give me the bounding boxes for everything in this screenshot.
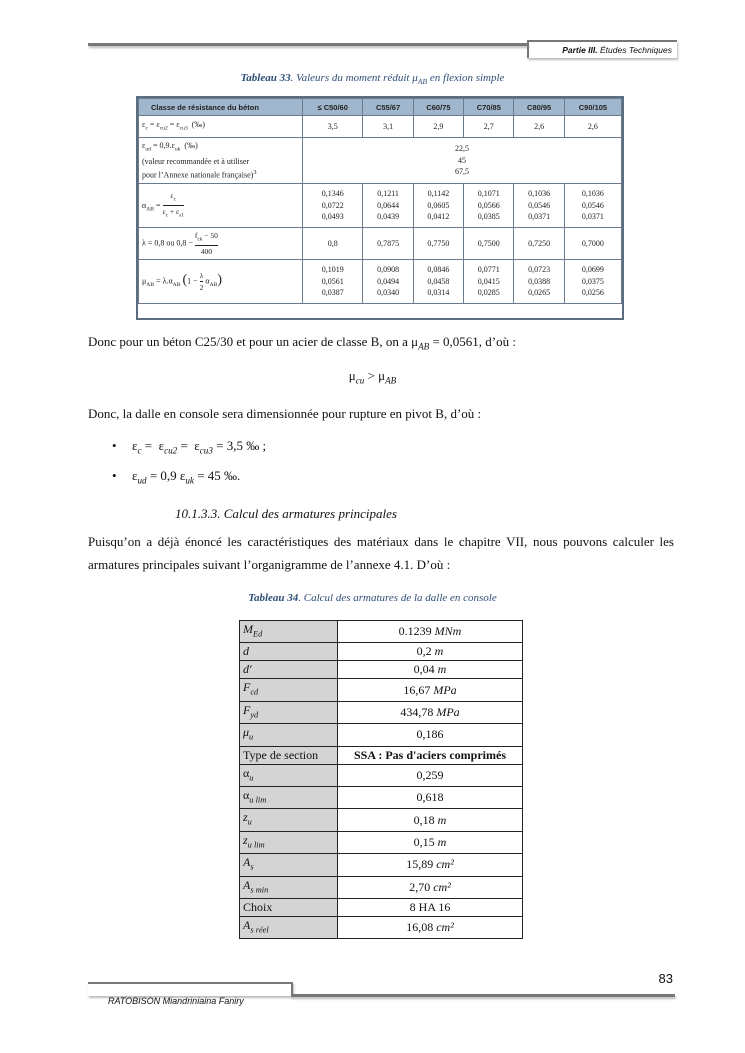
table34-value: 2,70 cm² — [338, 876, 523, 898]
table33-cell: 0,8 — [303, 228, 363, 260]
table34-value: 0,04 m — [338, 661, 523, 679]
table33-row-label: $\varepsilon_c = \varepsilon_{cu2} = \varepsilon_{cu3}$ (‰) — [139, 116, 303, 138]
table34-key: d′ — [240, 661, 338, 679]
table34-row — [240, 786, 523, 808]
table34-value: 0,18 m — [338, 809, 523, 831]
paragraph-2: Donc, la dalle en console sera dimensionnée pour rupture en pivot B, d’où : — [88, 406, 482, 421]
bullet-dot-icon: • — [112, 468, 117, 483]
table34-value: 0,259 — [338, 764, 523, 786]
table33-row-label: $\alpha_{AB}$ = $\frac{\varepsilon_c}{\varepsilon_c + \varepsilon_{s1}}$ — [139, 184, 303, 228]
table33-header-cell: C70/85 — [464, 99, 514, 116]
table34-row — [240, 661, 523, 679]
table33-cell: 0,0908 0,0494 0,0340 — [363, 260, 413, 304]
table33-cell: 2,9 — [413, 116, 463, 138]
table34-value: 0,618 — [338, 786, 523, 808]
table34-row — [240, 831, 523, 853]
table33-header-cell: Classe de résistance du béton — [139, 99, 303, 116]
header-title: Études Techniques — [600, 45, 672, 55]
table33-cell: 0,7875 — [363, 228, 413, 260]
table34-value: 16,08 cm² — [338, 916, 523, 938]
table33-row — [139, 138, 622, 184]
table33-cell: 0,1071 0,0566 0,0385 — [464, 184, 514, 228]
paragraph-1: Donc pour un béton C25/30 et pour un acier de classe B, on a $\mu_{AB} = 0,0561$, d’où : — [88, 334, 516, 352]
table33-cell: 3,1 — [363, 116, 413, 138]
table33-row-label: $\mu_{AB} = \lambda.\alpha_{AB}$ (1 − $\frac{\lambda}{2}$ $\alpha_{AB}$) — [139, 260, 303, 304]
table34-value: SSA : Pas d'aciers comprimés — [338, 746, 523, 764]
table33-cell: 2,6 — [514, 116, 564, 138]
table33-row-label: λ = 0,8 ou 0,8 − $f_{ck} - 50$ 400 — [139, 228, 303, 260]
table34-row — [240, 724, 523, 746]
table33-cell: 0,0699 0,0375 0,0256 — [564, 260, 621, 304]
table34-value: 15,89 cm² — [338, 854, 523, 876]
table34-key: $\alpha_u$ — [240, 764, 338, 786]
table33-cell: 2,7 — [464, 116, 514, 138]
header-rule — [88, 43, 528, 46]
table33-cell: 0,7500 — [464, 228, 514, 260]
table34-row — [240, 764, 523, 786]
header-part: Partie III. — [562, 45, 598, 55]
table33-merged-value: 22,5 — [455, 144, 469, 154]
table33-cell: 0,7750 — [413, 228, 463, 260]
table33-cell: 3,5 — [303, 116, 363, 138]
table33-header-cell: C80/95 — [514, 99, 564, 116]
running-header — [562, 45, 672, 55]
table34-value: 0,15 m — [338, 831, 523, 853]
table34-key: Type de section — [240, 746, 338, 764]
table34-row — [240, 746, 523, 764]
table34-value: 0,2 m — [338, 643, 523, 661]
table34-row — [240, 679, 523, 701]
table33-caption — [0, 72, 745, 86]
table33-cell: 0,1036 0,0546 0,0371 — [564, 184, 621, 228]
table34-row — [240, 854, 523, 876]
table34-key: $\mu_u$ — [240, 724, 338, 746]
table34-value: 16,67 MPa — [338, 679, 523, 701]
table34 — [239, 620, 523, 939]
table34-key: $\alpha_{u lim}$ — [240, 786, 338, 808]
table33-cell: 0,0723 0,0388 0,0265 — [514, 260, 564, 304]
table33 — [138, 98, 622, 304]
table33-caption-text: . Valeurs du moment réduit $\mu_{AB}$ en flexion simple — [290, 72, 505, 87]
table33-row — [139, 260, 622, 304]
table33-row — [139, 228, 622, 260]
subsection-title: 10.1.3.3. Calcul des armatures principales — [175, 506, 397, 521]
table33-header-cell: C60/75 — [413, 99, 463, 116]
table34-value: 0.1239 MNm — [338, 621, 523, 643]
table34-key: $A_s$ — [240, 854, 338, 876]
table33-header-cell: C55/67 — [363, 99, 413, 116]
table34-value: 434,78 MPa — [338, 701, 523, 723]
table34-row — [240, 809, 523, 831]
table33-header-row — [139, 99, 622, 116]
table33-cell: 0,1346 0,0722 0,0493 — [303, 184, 363, 228]
paragraph-3: Puisqu’on a déjà énoncé les caractéristiques des matériaux dans le chapitre VII, nous pouvons calculer les armatures principales suivant l’organigramme de l’annexe 4.1. D’où : — [88, 534, 674, 572]
table34-key: Choix — [240, 898, 338, 916]
table33-caption-label: Tableau 33 — [240, 72, 291, 84]
table34-caption-label: Tableau 34 — [248, 592, 299, 604]
table33-cell: 0,1019 0,0561 0,0387 — [303, 260, 363, 304]
table34-row — [240, 621, 523, 643]
table34-key: $A_{s réel}$ — [240, 916, 338, 938]
table34-key: $z_u$ — [240, 809, 338, 831]
table33-cell: 0,1211 0,0644 0,0439 — [363, 184, 413, 228]
table34-key: $F_{cd}$ — [240, 679, 338, 701]
bullet-dot-icon: • — [112, 438, 117, 453]
table33-cell: 0,1142 0,0605 0,0412 — [413, 184, 463, 228]
table33-header-cell: ≤ C50/60 — [303, 99, 363, 116]
table33-header-cell: C90/105 — [564, 99, 621, 116]
footer-author: RATOBISON Miandriniaina Faniry — [108, 996, 244, 1006]
table33-row — [139, 184, 622, 228]
table33-cell: 0,7000 — [564, 228, 621, 260]
table34-row — [240, 876, 523, 898]
table33-merged-value: 67,5 — [455, 167, 469, 177]
formula-mu: $\mu_{cu} > \mu_{AB}$ — [348, 368, 397, 386]
table33-cell: 0,0846 0,0458 0,0314 — [413, 260, 463, 304]
bullet-item: • $\varepsilon_c = \varepsilon_{cu2} = \varepsilon_{cu3} = 3,5$ ‰ ; — [112, 438, 267, 456]
table33-row — [139, 116, 622, 138]
table34-row — [240, 701, 523, 723]
table33-cell: 0,0771 0,0415 0,0285 — [464, 260, 514, 304]
table34-value: 0,186 — [338, 724, 523, 746]
table34-value: 8 HA 16 — [338, 898, 523, 916]
table33-cell: 2,6 — [564, 116, 621, 138]
table34-key: $z_{u lim}$ — [240, 831, 338, 853]
table34-row — [240, 643, 523, 661]
table33-merged-value: 45 — [458, 155, 466, 165]
footer-frame — [88, 982, 293, 996]
table34-row — [240, 916, 523, 938]
table34-caption-text: . Calcul des armatures de la dalle en console — [298, 592, 497, 604]
table34-caption — [0, 592, 745, 604]
table34-key: $M_{Ed}$ — [240, 621, 338, 643]
page-number: 83 — [658, 971, 673, 986]
table34-key: $A_{s min}$ — [240, 876, 338, 898]
table34-key: d — [240, 643, 338, 661]
bullet-item: • $\varepsilon_{ud} = 0,9$ $\varepsilon_{uk} = 45$ ‰. — [112, 468, 241, 486]
table33-merged-cell — [303, 138, 622, 184]
table33-cell: 0,1036 0,0546 0,0371 — [514, 184, 564, 228]
table33-cell: 0,7250 — [514, 228, 564, 260]
table34-row — [240, 898, 523, 916]
footer-rule — [291, 994, 675, 997]
table33-row-label: $\varepsilon_{ud} = 0,9.\varepsilon_{uk}$ (‰) (valeur recommandée et à utiliser pour l’Annexe nationale française)$^3$ — [139, 138, 303, 184]
table34-key: $F_{yd}$ — [240, 701, 338, 723]
